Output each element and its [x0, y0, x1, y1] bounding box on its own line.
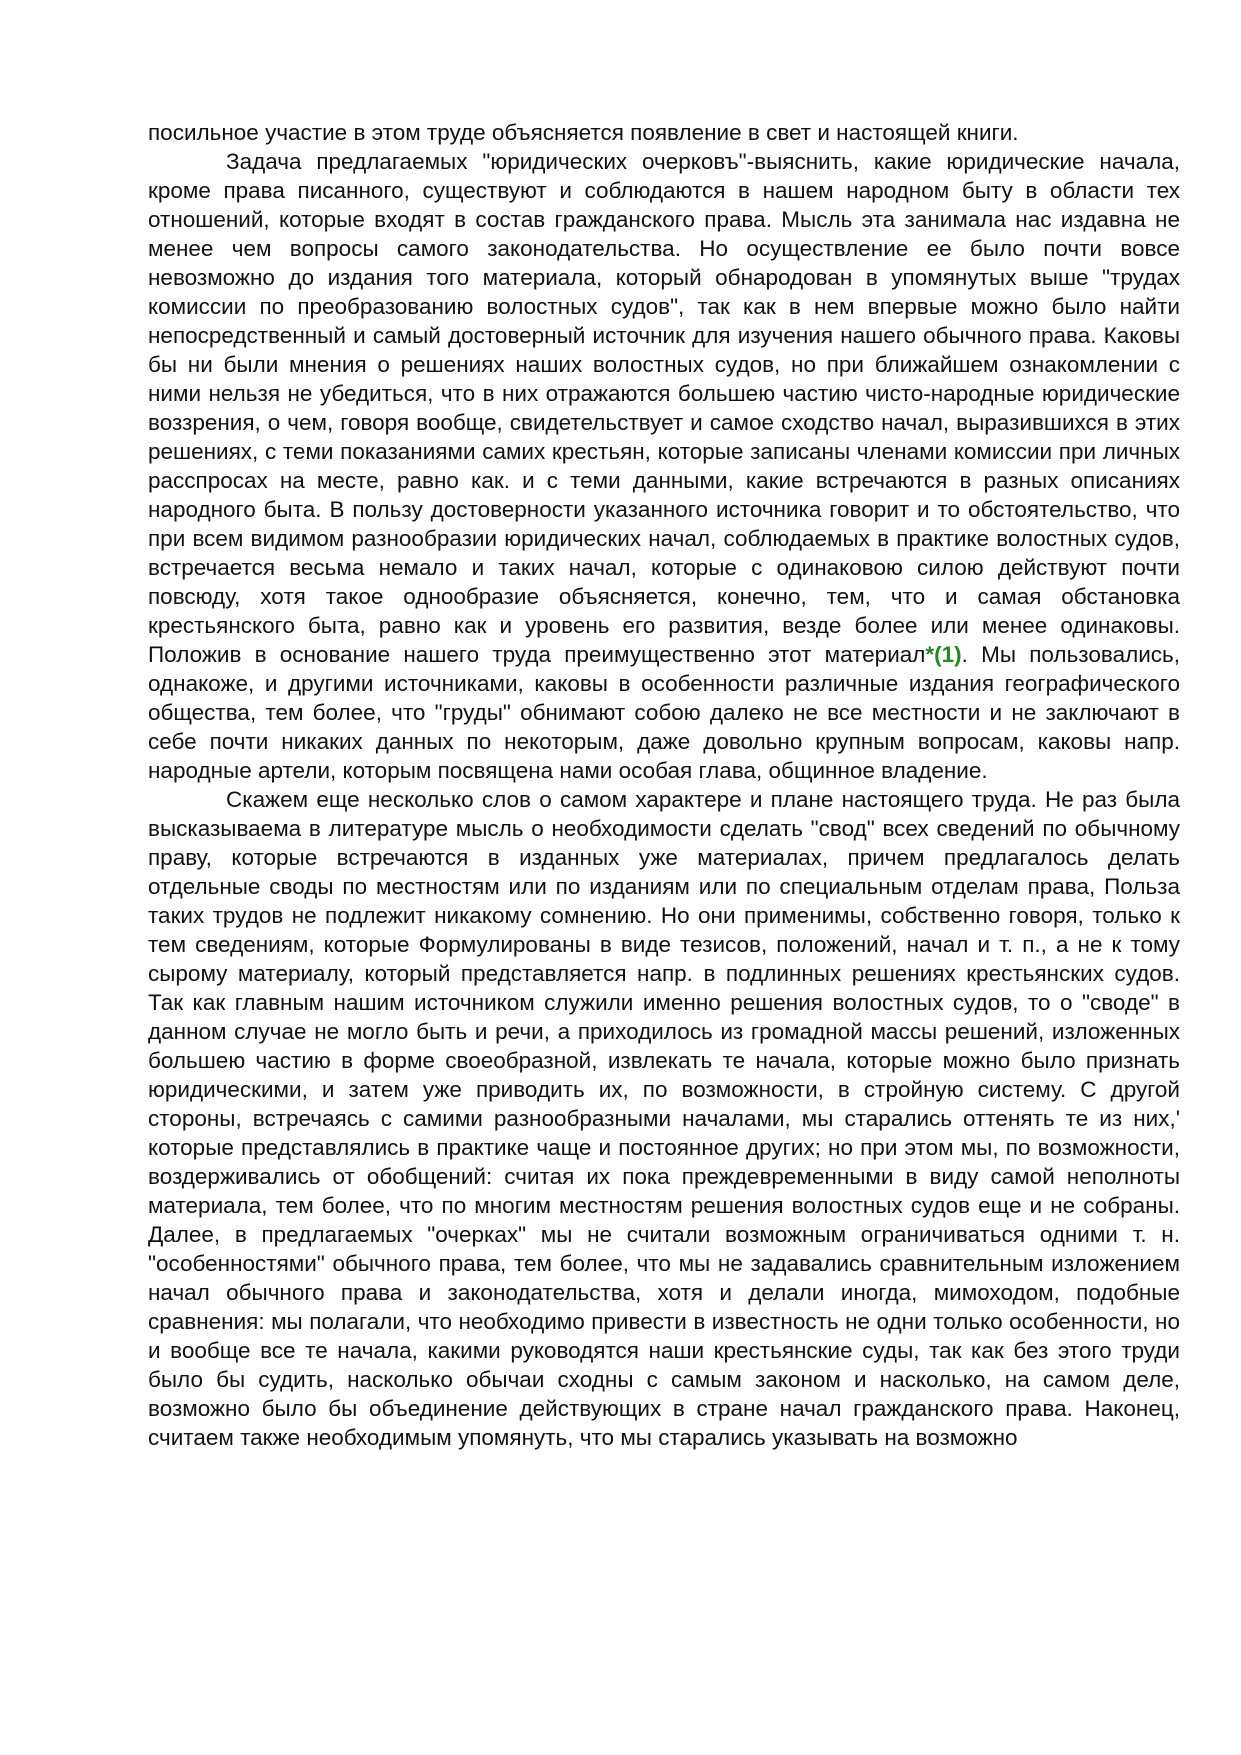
paragraph-1: [148, 118, 1180, 147]
document-page: [148, 118, 1180, 1452]
paragraph-2-text-b: . Мы пользовались, однакоже, и другими источниками, каковы в особенности различные издания географического общества, тем более, что "груды" обнимают собою далеко не все местности и не заключают в себе почти никаких данных по некоторым, даже довольно крупным вопросам, каковы напр. народные артели, которым посвящена нами особая глава, общинное владение.: [148, 642, 1180, 783]
paragraph-1-text: посильное участие в этом труде объясняется появление в свет и настоящей книги.: [148, 120, 1019, 145]
paragraph-3: [148, 785, 1180, 1452]
footnote-link-1[interactable]: *(1): [925, 642, 962, 667]
paragraph-2-text-a: Задача предлагаемых "юридических очерковъ"-выяснить, какие юридические начала, кроме права писанного, существуют и соблюдаются в нашем народном быту в области тех отношений, которые входят в состав гражданского права. Мысль эта занимала нас издавна не менее чем вопросы самого законодательства. Но осуществление ее было почти вовсе невозможно до издания того материала, который обнародован в упомянутых выше "трудах комиссии по преобразованию волостных судов", так как в нем впервые можно было найти непосредственный и самый достоверный источник для изучения нашего обычного права. Каковы бы ни были мнения о решениях наших волостных судов, но при ближайшем ознакомлении с ними нельзя не убедиться, что в них отражаются большею частию чисто-народные юридические воззрения, о чем, говоря вообще, свидетельствует и самое сходство начал, выразившихся в этих решениях, с теми показаниями самих крестьян, которые записаны членами комиссии при личных расспросах на месте, равно как. и с теми данными, какие встречаются в разных описаниях народного быта. В пользу достоверности указанного источника говорит и то обстоятельство, что при всем видимом разнообразии юридических начал, соблюдаемых в практике волостных судов, встречается весьма немало и таких начал, которые с одинаковою силою действуют почти повсюду, хотя такое однообразие объясняется, конечно, тем, что и самая обстановка крестьянского быта, равно как и уровень его развития, везде более или менее одинаковы. Положив в основание нашего труда преимущественно этот материал: [148, 149, 1180, 667]
paragraph-3-text: Скажем еще несколько слов о самом характере и плане настоящего труда. Не раз была высказываема в литературе мысль о необходимости сделать "свод" всех сведений по обычному праву, которые встречаются в изданных уже материалах, причем предлагалось делать отдельные своды по местностям или по изданиям или по специальным отделам права, Польза таких трудов не подлежит никакому сомнению. Но они применимы, собственно говоря, только к тем сведениям, которые Формулированы в виде тезисов, положений, начал и т. п., а не к тому сырому материалу, который представляется напр. в подлинных решениях крестьянских судов. Так как главным нашим источником служили именно решения волостных судов, то о "своде" в данном случае не могло быть и речи, а приходилось из громадной массы решений, изложенных большею частию в форме своеобразной, извлекать те начала, которые можно было признать юридическими, и затем уже приводить их, по возможности, в стройную систему. С другой стороны, встречаясь с самими разнообразными началами, мы старались оттенять те из них,' которые представлялись в практике чаще и постоянное других; но при этом мы, по возможности, воздерживались от обобщений: считая их пока преждевременными в виду самой неполноты материала, тем более, что по многим местностям решения волостных судов еще и не собраны. Далее, в предлагаемых "очерках" мы не считали возможным ограничиваться одними т. н. "особенностями" обычного права, тем более, что мы не задавались сравнительным изложением начал обычного права и законодательства, хотя и делали иногда, мимоходом, подобные сравнения: мы полагали, что необходимо привести в известность не одни только особенности, но и вообще все те начала, какими руководятся наши крестьянские суды, так как без этого труди было бы судить, насколько обычаи сходны с самым законом и насколько, на самом деле, возможно было бы объединение действующих в стране начал гражданского права. Наконец, считаем также необходимым упомянуть, что мы старались указывать на возможно: [148, 787, 1180, 1450]
paragraph-2: [148, 147, 1180, 785]
